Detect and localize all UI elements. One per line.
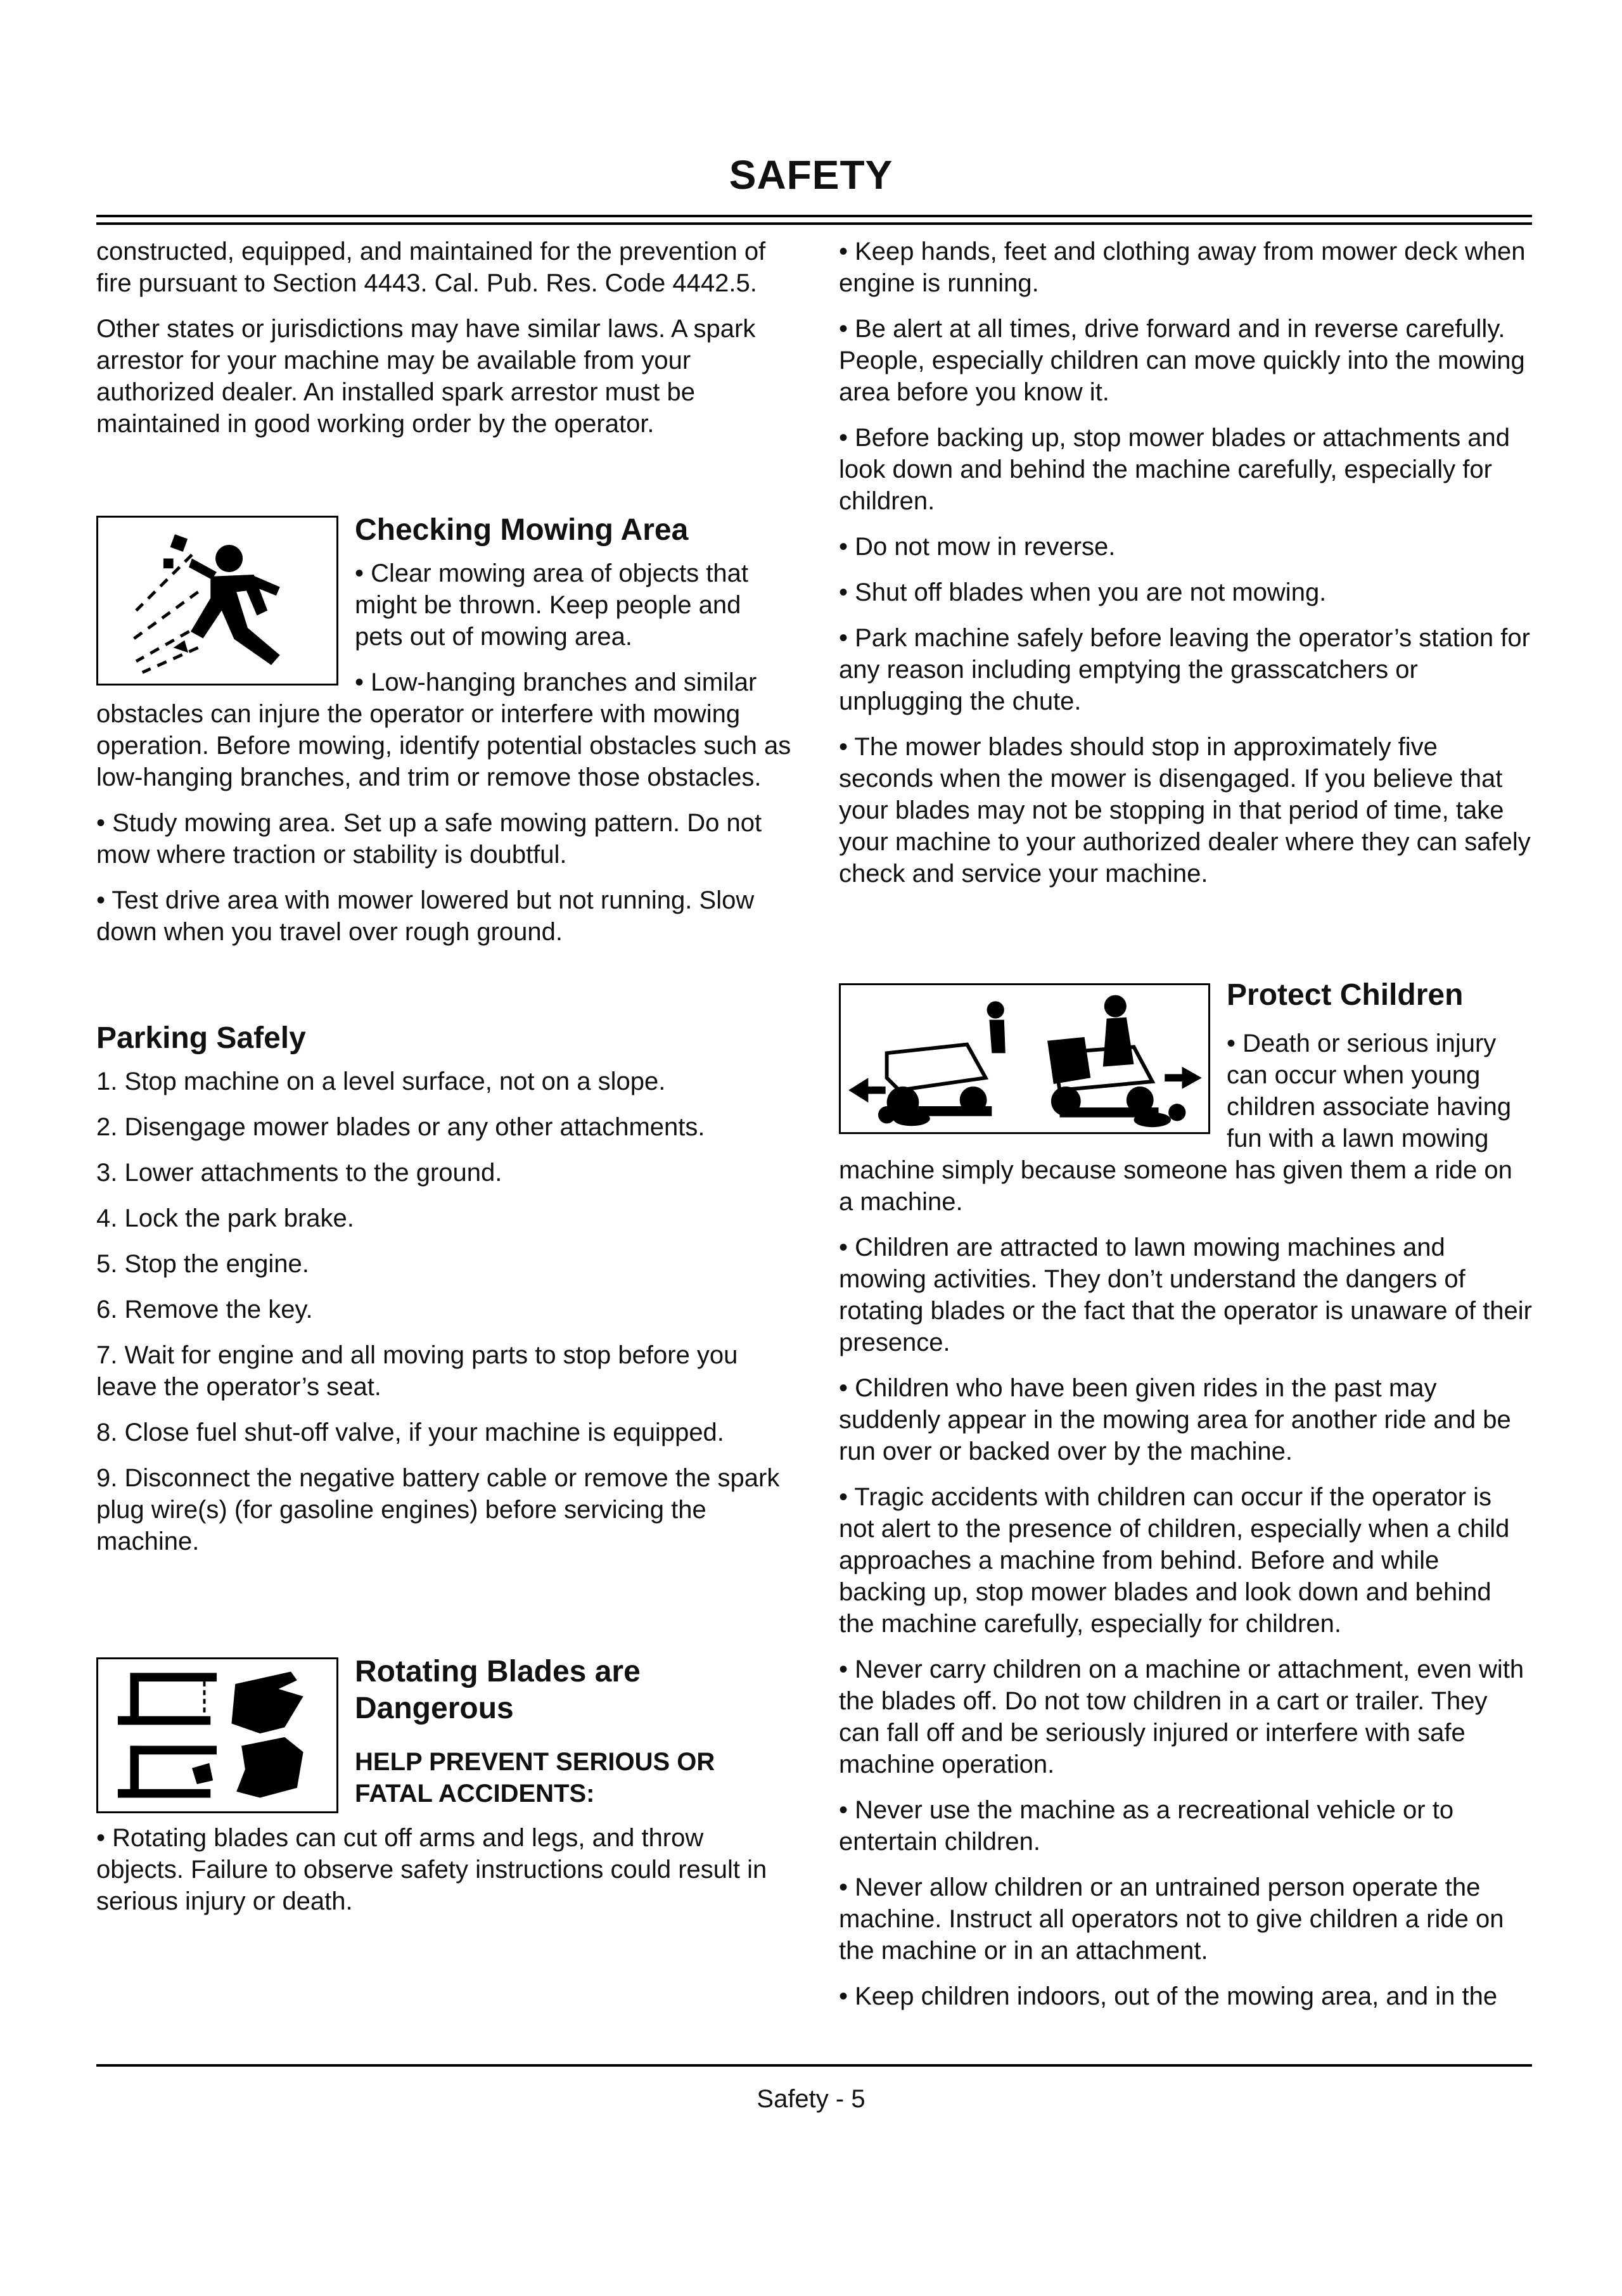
page-title: SAFETY	[729, 152, 893, 198]
list-item: • Never carry children on a machine or attachment, even with the blades off. Do not tow children in a cart or trailer. They can fall off and be seriously injured or interfere with safe machine operation.	[839, 1655, 1524, 1778]
list-item: • The mower blades should stop in approximately five seconds when the mower is disengaged. If you believe that your blades may not be stopping in that period of time, take your machine to your authorized dealer where they can safely check and service your machine.	[839, 733, 1531, 888]
list-item: 8. Close fuel shut-off valve, if your machine is equipped.	[96, 1419, 724, 1446]
list-item: • Park machine safely before leaving the operator’s station for any reason including emptying the grasscatchers or unplugging the chute.	[839, 624, 1530, 715]
list-item: • Keep children indoors, out of the mowing area, and in the	[839, 1982, 1498, 2010]
protect-children-icon	[839, 983, 1210, 1134]
list-item: 2. Disengage mower blades or any other attachments.	[96, 1113, 705, 1141]
list-item: 9. Disconnect the negative battery cable or remove the spark plug wire(s) (for gasoline engines) before servicing the machine.	[96, 1464, 780, 1555]
section-heading-parking: Parking Safely	[96, 1021, 306, 1055]
right-column	[839, 236, 1532, 2026]
paragraph: constructed, equipped, and maintained for the prevention of fire pursuant to Section 4443. Cal. Pub. Res. Code 4442.5.	[96, 238, 766, 297]
left-column	[96, 236, 793, 1931]
list-item: • Study mowing area. Set up a safe mowing pattern. Do not mow where traction or stability is doubtful.	[96, 809, 762, 869]
header-rule	[96, 215, 1532, 225]
list-item: • Children are attracted to lawn mowing machines and mowing activities. They don’t understand the dangers of rotating blades or the fact that the operator is unaware of their presence.	[839, 1234, 1532, 1356]
list-item: • Children who have been given rides in the past may suddenly appear in the mowing area for another ride and be run over or backed over by the machine.	[839, 1374, 1511, 1465]
list-item: 6. Remove the key.	[96, 1296, 313, 1323]
list-item: 4. Lock the park brake.	[96, 1204, 354, 1232]
list-item: • Test drive area with mower lowered but not running. Slow down when you travel over rough ground.	[96, 886, 755, 946]
list-item: • Keep hands, feet and clothing away from mower deck when engine is running.	[839, 238, 1526, 297]
blades-subheading: HELP PREVENT SERIOUS OR FATAL ACCIDENTS:	[355, 1748, 715, 1808]
list-item: 5. Stop the engine.	[96, 1250, 309, 1278]
list-item: • Rotating blades can cut off arms and legs, and throw objects. Failure to observe safety instructions could result in serious injury or death.	[96, 1824, 767, 1915]
paragraph: Other states or jurisdictions may have similar laws. A spark arrestor for your machine may be available from your authorized dealer. An installed spark arrestor must be maintained in good working order by the operator.	[96, 315, 756, 438]
list-item: • Tragic accidents with children can occur if the operator is not alert to the presence of children, especially when a child approaches a machine from behind. Before and while backing up, stop mower blades and look down and behind the machine carefully, especially for children.	[839, 1483, 1510, 1638]
list-item: • Death or serious injury can occur when young children associate having fun with a lawn mowing machine simply because someone has given them a ride on a machine.	[839, 1030, 1512, 1216]
list-item: • Be alert at all times, drive forward and in reverse carefully. People, especially children can move quickly into the mowing area before you know it.	[839, 315, 1525, 406]
list-item: 1. Stop machine on a level surface, not on a slope.	[96, 1068, 666, 1095]
list-item: • Never allow children or an untrained person operate the machine. Instruct all operators not to give children a ride on the machine or in an attachment.	[839, 1873, 1504, 1965]
list-item: • Shut off blades when you are not mowing.	[839, 578, 1327, 606]
list-item: • Never use the machine as a recreational vehicle or to entertain children.	[839, 1796, 1454, 1856]
section-heading-blades: Rotating Blades are Dangerous	[355, 1655, 641, 1725]
list-item: • Before backing up, stop mower blades or attachments and look down and behind the machine carefully, especially for children.	[839, 424, 1510, 515]
thrown-objects-icon	[96, 516, 338, 686]
page-footer: Safety - 5	[757, 2085, 865, 2113]
rotating-blades-icon	[96, 1657, 338, 1813]
list-item: • Low-hanging branches and similar obstacles can injure the operator or interfere with mowing operation. Before mowing, identify potential obstacles such as low-hanging branches, and trim or remove those obstacles.	[96, 668, 791, 791]
list-item: • Clear mowing area of objects that might be thrown. Keep people and pets out of mowing area.	[355, 559, 748, 651]
section-heading-children: Protect Children	[1227, 978, 1464, 1012]
list-item: • Do not mow in reverse.	[839, 533, 1116, 561]
list-item: 3. Lower attachments to the ground.	[96, 1159, 502, 1187]
footer-rule	[96, 2064, 1532, 2067]
list-item: 7. Wait for engine and all moving parts to stop before you leave the operator’s seat.	[96, 1341, 738, 1401]
section-heading-checking: Checking Mowing Area	[355, 513, 689, 547]
